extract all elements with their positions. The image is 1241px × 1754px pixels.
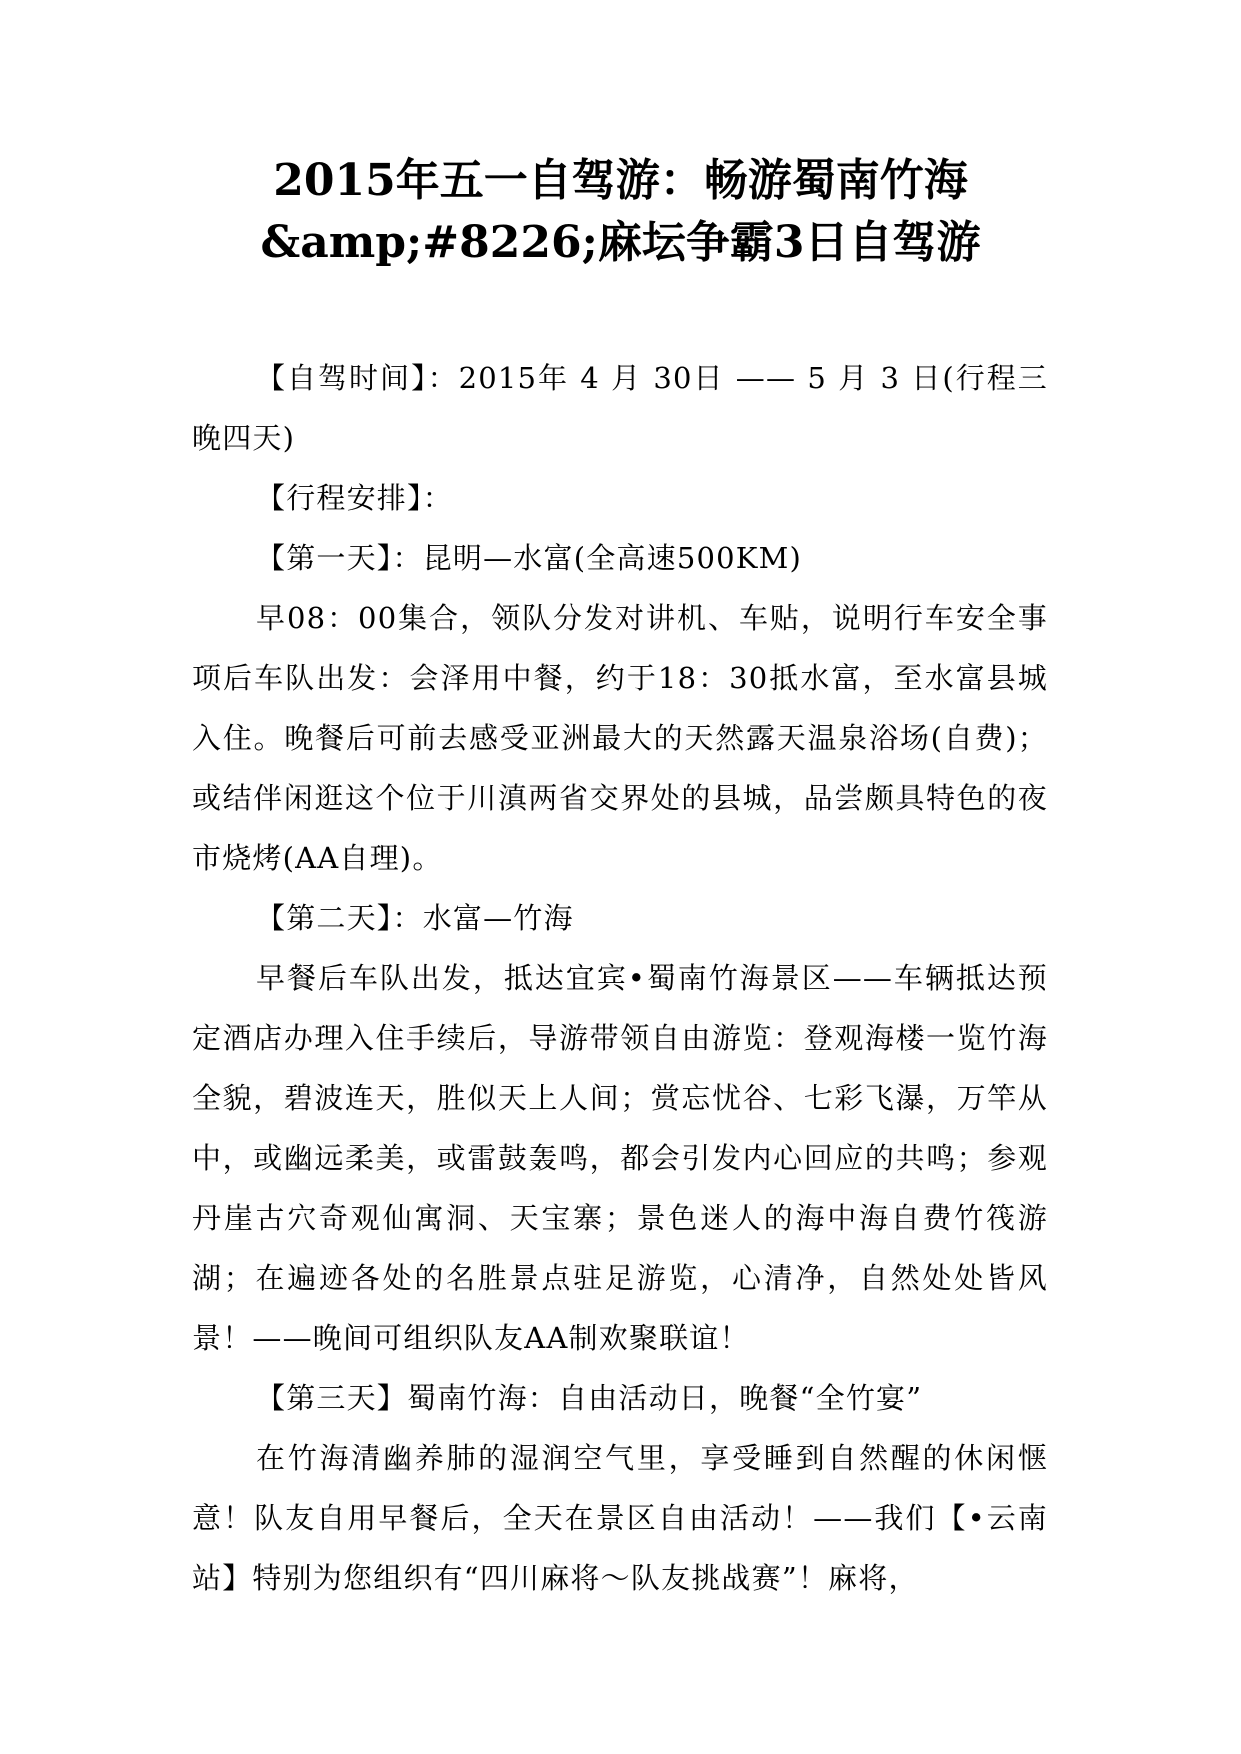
paragraph-day3-heading: 【第三天】蜀南竹海：自由活动日，晚餐“全竹宴” [256, 1381, 923, 1415]
paragraph-day2-detail: 早餐后车队出发，抵达宜宾•蜀南竹海景区——车辆抵达预定酒店办理入住手续后，导游带领自由游览：登观海楼一览竹海全貌，碧波连天，胜似天上人间；赏忘忧谷、七彩飞瀑，万竿从中，或幽远柔美，或雷鼓轰鸣，都会引发内心回应的共鸣；参观丹崖古穴奇观仙寓洞、天宝寨；景色迷人的海中海自费竹筏游湖；在遍迹各处的名胜景点驻足游览，心清净，自然处处皆风景！——晚间可组织队友AA制欢聚联谊！ [192, 961, 1048, 1355]
title-line-2: &amp;#8226;麻坛争霸3日自驾游 [260, 217, 981, 268]
paragraph-day1-heading: 【第一天】：昆明—水富(全高速500KM) [256, 541, 803, 575]
document-body [192, 348, 1048, 1608]
paragraph-day1-detail: 早08：00集合，领队分发对讲机、车贴，说明行车安全事项后车队出发：会泽用中餐，约于18：30抵水富，至水富县城入住。晚餐后可前去感受亚洲最大的天然露天温泉浴场(自费)；或结伴闲逛这个位于川滇两省交界处的县城，品尝颇具特色的夜市烧烤(AA自理)。 [192, 601, 1048, 875]
paragraph-itinerary-heading: 【行程安排】： [256, 481, 453, 515]
page-title [160, 150, 1081, 274]
paragraph-drive-time: 【自驾时间】：2015年 4 月 30日 —— 5 月 3 日(行程三晚四天) [192, 361, 1048, 455]
paragraph-day3-detail: 在竹海清幽养肺的湿润空气里，享受睡到自然醒的休闲惬意！队友自用早餐后，全天在景区自由活动！——我们【•云南站】特别为您组织有“四川麻将～队友挑战赛”！麻将， [192, 1441, 1048, 1595]
title-line-1: 2015年五一自驾游：畅游蜀南竹海 [273, 155, 968, 206]
paragraph-day2-heading: 【第二天】：水富—竹海 [256, 901, 574, 935]
